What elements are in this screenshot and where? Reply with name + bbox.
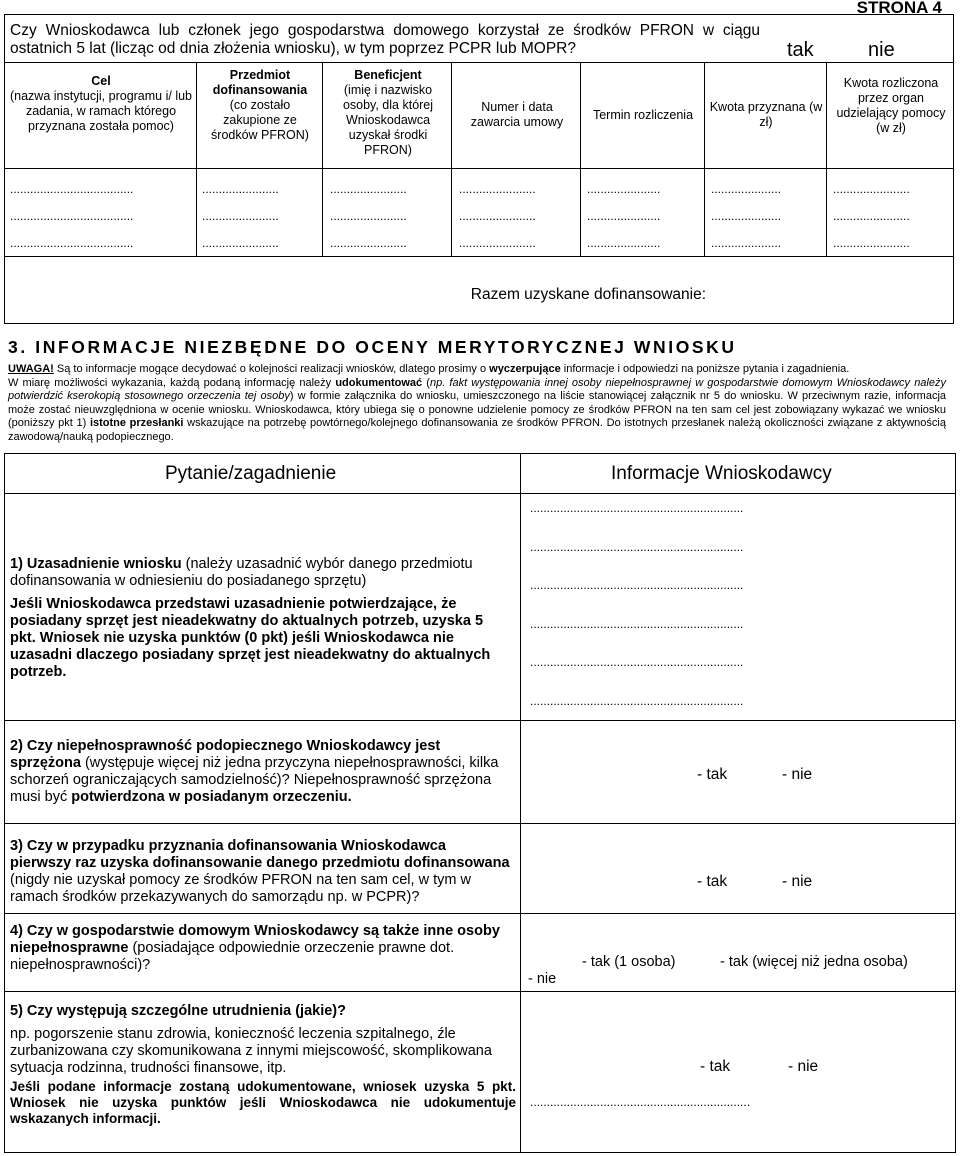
header-bottom-line [4,168,954,169]
col-divider [826,62,827,256]
kwota-field[interactable]: ..................... ..................... ..................... [711,182,782,250]
col-header-beneficjent: Beneficjent (imię i nazwisko osoby, dla której Wnioskodawca uzyskał środki PFRON) [342,68,434,157]
question-2: 2) Czy niepełnosprawność podopiecznego Wnioskodawcy jest sprzężona (występuje więcej niż jedna przyczyna niepełnosprawności, kilka schorzeń ograniczających samodzielność)? Niepełnosprawność sprzężona musi być potwierdzona w posiadanym orzeczeniu. [10,738,499,805]
page-label: STRONA 4 [856,0,942,17]
question-4: 4) Czy w gospodarstwie domowym Wnioskodawcy są także inne osoby niepełnosprawne (posiadające odpowiednie orzeczenie prawne dot. niepełnosprawności)? [10,923,500,973]
answer-3-nie[interactable]: - nie [782,873,813,890]
question-1: 1) Uzasadnienie wniosku (należy uzasadnić wybór danego przedmiotu dofinansowania w odniesieniu do posiadanego sprzętu) Jeśli Wnioskodawca przedstawi uzasadnienie potwierdzające, że posiadany sprzęt jest nieadekwatny do aktualnych potrzeb, uzyska 5 pkt. Wniosek nie uzyska punktów (0 pkt) jeśli Wnioskodawca nie uzasadni dlaczego posiadany sprzęt jest nieadekwatny do aktualnych potrzeb. [10,556,491,680]
answer-5-field[interactable]: .................................................................. [530,1095,751,1109]
no-option[interactable]: nie [868,39,895,61]
table-row-line [4,493,956,494]
answer-4-tak-one[interactable]: - tak (1 osoba) [582,954,676,970]
przedmiot-field[interactable]: ....................... ....................... ....................... [202,182,279,250]
col-header-numer: Numer i data zawarcia umowy [470,100,564,129]
answer-5-nie[interactable]: - nie [788,1058,819,1075]
section-title: 3. INFORMACJE NIEZBĘDNE DO OCENY MERYTORYCZNEJ WNIOSKU [8,337,737,357]
answer-3-tak[interactable]: - tak [697,873,728,890]
kwota-rozliczona-field[interactable]: ....................... ....................... ....................... [833,182,910,250]
header-pytanie: Pytanie/zagadnienie [165,463,337,484]
table-row-line [4,991,956,992]
beneficjent-field[interactable]: ....................... ....................... ....................... [330,182,407,250]
col-header-termin: Termin rozliczenia [592,108,694,122]
col-header-kwota: Kwota przyznana (w zł) [709,100,823,129]
col-divider [451,62,452,256]
col-header-kwota-rozliczona: Kwota rozliczona przez organ udzielający pomocy (w zł) [836,76,946,135]
col-divider [580,62,581,256]
answer-4-nie[interactable]: - nie [528,971,557,987]
numer-field[interactable]: ....................... ....................... ....................... [459,182,536,250]
warning-text: UWAGA! Są to informacje mogące decydować o kolejności realizacji wniosków, dlatego prosimy o wyczerpujące informacje i odpowiedzi na poniższe pytania i zagadnienia. W miarę możliwości wykazania, każdą podaną informację należy udokumentować (np. fakt występowania innej osoby niepełnosprawnej w gospodarstwie domowym Wnioskodawcy należy potwierdzić kserokopią stosownego orzeczenia tej osoby) w formie załącznika do wniosku, umieszczonego na liście stanowiącej załącznik nr 5 do wniosku. W przeciwnym razie, informacja może zostać nieuwzględniona w ocenie wniosku. Wnioskodawca, który ubiega się o ponowne udzielenie pomocy ze środków PFRON na ten sam cel jest zobowiązany wykazać we wniosku (poniższy pkt 1) istotne przesłanki wskazujące na potrzebę powtórnego/kolejnego dofinansowania ze środków PFRON. Do istotnych przesłanek należą okoliczności związane z aktywnością zawodową/nauką podopiecznego. [8,363,947,443]
answer-5-tak[interactable]: - tak [700,1058,731,1075]
question-3: 3) Czy w przypadku przyznania dofinansowania Wnioskodawca pierwszy raz uzyska dofinansowanie danego przedmiotu dofinansowana (nigdy nie uzyskał pomocy ze środków PFRON na ten sam cel, w tym w ramach środków przekazywanych do samorządu np. w PCPR)? [10,838,510,905]
header-top-line [4,62,954,63]
col-divider [322,62,323,256]
table-col-divider [520,453,521,1153]
answer-2-tak[interactable]: - tak [697,766,728,783]
header-informacje: Informacje Wnioskodawcy [611,463,832,484]
table-row-line [4,913,956,914]
col-divider [704,62,705,256]
table-row-line [4,720,956,721]
cel-field[interactable]: ..................................... ..................................... ..................................... [10,182,134,250]
col-header-cel: Cel (nazwa instytucji, programu i/ lub zadania, w ramach którego przyznana została pomoc) [9,74,193,133]
answer-4-tak-more[interactable]: - tak (więcej niż jedna osoba) [720,954,908,970]
question-5: 5) Czy występują szczególne utrudnienia (jakie)? np. pogorszenie stanu zdrowia, konieczność leczenia szpitalnego, źle zurbanizowana czy skomunikowana z innymi miejscowość, skomplikowana sytuacja rodzinna, trudności finansowe, itp. Jeśli podane informacje zostaną udokumentowane, wniosek uzyska 5 pkt. Wniosek nie uzyska punktów jeśli Wnioskodawca nie udokumentuje wskazanych informacji. [10,1003,516,1126]
col-divider [196,62,197,256]
pfron-question: Czy Wnioskodawca lub członek jego gospodarstwa domowego korzystał ze środków PFRON w ciągu ostatnich 5 lat (licząc od dnia złożenia wniosku), w tym poprzez PCPR lub MOPR? [10,22,760,57]
termin-field[interactable]: ...................... ...................... ...................... [587,182,661,250]
answer-2-nie[interactable]: - nie [782,766,813,783]
yes-option[interactable]: tak [787,39,814,61]
razem-label: Razem uzyskane dofinansowanie: [470,286,706,303]
answer-1-field[interactable]: ................................................................ ................................................................ ................................................................ ................................................................ ................................................................ ................................................................ [530,501,744,708]
col-header-przedmiot: Przedmiot dofinansowania (co zostało zakupione ze środków PFRON) [211,68,309,142]
table-row-line [4,823,956,824]
